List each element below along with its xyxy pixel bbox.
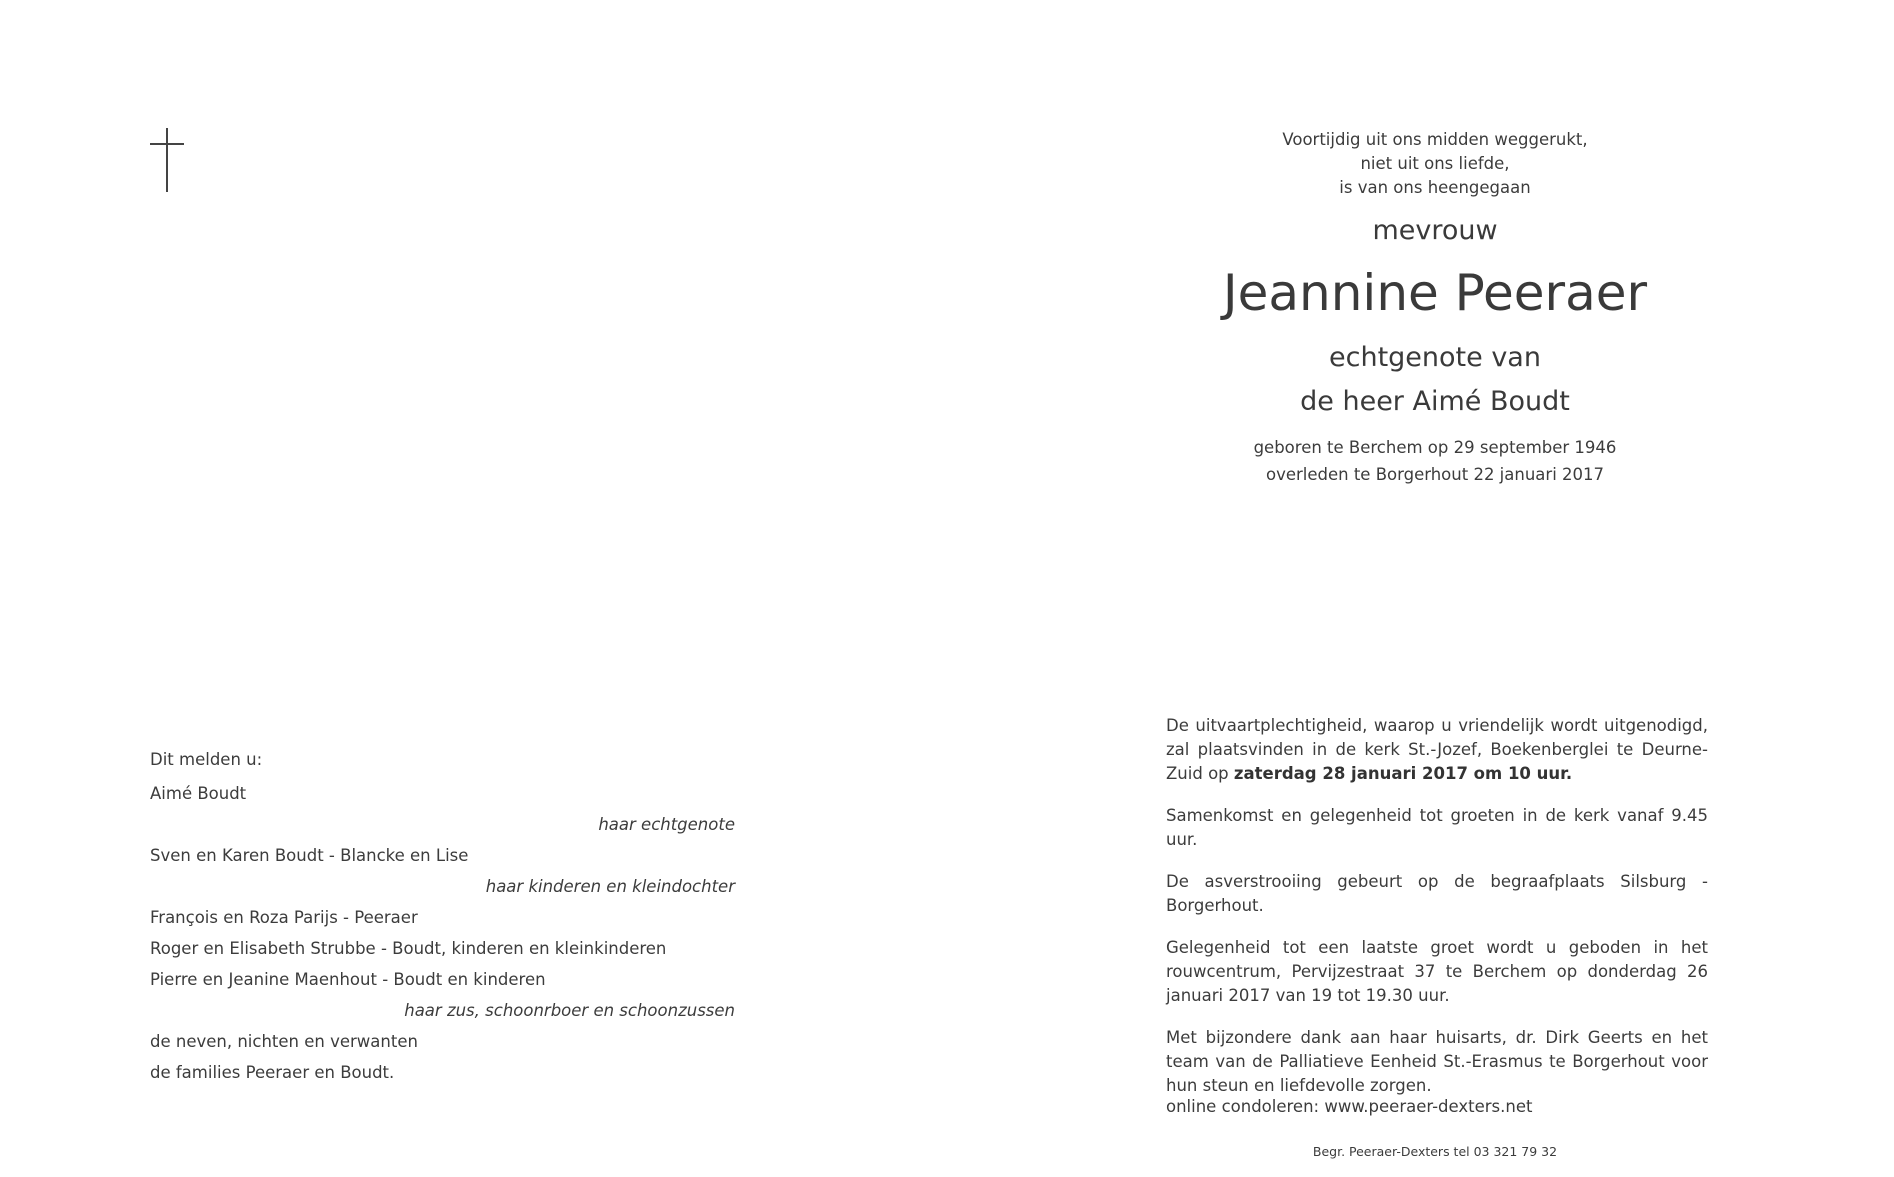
online-condolence: online condoleren: www.peeraer-dexters.net [1166, 1097, 1533, 1116]
thanks-paragraph: Met bijzondere dank aan haar huisarts, dr. Dirk Geerts en het team van de Palliatieve Eenheid St.-Erasmus te Borgerhout voor hun steun en liefdevolle zorgen. [1166, 1028, 1708, 1095]
family-member-line: de neven, nichten en verwanten [150, 1032, 418, 1051]
farewell-paragraph: Gelegenheid tot een laatste groet wordt u geboden in het rouwcentrum, Pervijzestraat 37 te Berchem op donderdag 26 januari 2017 van 19 tot 19.30 uur. [1166, 938, 1708, 1005]
scattering-paragraph: De asverstrooiing gebeurt op de begraafplaats Silsburg - Borgerhout. [1166, 872, 1708, 915]
salutation: mevrouw [1372, 215, 1498, 246]
spouse-name: de heer Aimé Boudt [1300, 386, 1570, 417]
undertaker-footer: Begr. Peeraer-Dexters tel 03 321 79 32 [1312, 1144, 1558, 1159]
dates-block [1160, 434, 1710, 488]
deceased-name: Jeannine Peeraer [1222, 264, 1648, 322]
gathering-paragraph: Samenkomst en gelegenheid tot groeten in de kerk vanaf 9.45 uur. [1166, 806, 1708, 849]
death-notice-header [1160, 128, 1710, 488]
family-list [150, 778, 735, 1088]
relationship-label: haar zus, schoonrboer en schoonzussen [404, 1001, 735, 1020]
intro-line: is van ons heengegaan [1339, 178, 1531, 197]
relation-line: echtgenote van [1329, 342, 1541, 373]
family-announcement [150, 744, 735, 1088]
family-member-line: François en Roza Parijs - Peeraer [150, 908, 418, 927]
intro-line: Voortijdig uit ons midden weggerukt, [1282, 130, 1588, 149]
family-member-line: Roger en Elisabeth Strubbe - Boudt, kinderen en kleinkinderen [150, 939, 667, 958]
intro-line: niet uit ons liefde, [1360, 154, 1510, 173]
family-member-line: Sven en Karen Boudt - Blancke en Lise [150, 846, 469, 865]
ceremony-datetime: zaterdag 28 januari 2017 om 10 uur. [1233, 764, 1573, 783]
ceremony-paragraph [1166, 714, 1708, 786]
relation-block [1160, 336, 1710, 424]
relationship-label: haar echtgenote [598, 815, 735, 834]
family-member-line: Pierre en Jeanine Maenhout - Boudt en kinderen [150, 970, 546, 989]
relationship-label: haar kinderen en kleindochter [485, 877, 735, 896]
funeral-details [1166, 714, 1708, 1116]
ceremony-text: De uitvaartplechtigheid, waarop u vriendelijk wordt uitgenodigd, zal plaatsvinden in de kerk St.-Jozef, Boekenberglei te Deurne-Zuid op [1166, 716, 1708, 783]
announcement-intro: Dit melden u: [150, 750, 263, 769]
death-line: overleden te Borgerhout 22 januari 2017 [1265, 465, 1605, 484]
family-member-line: de families Peeraer en Boudt. [150, 1063, 395, 1082]
birth-line: geboren te Berchem op 29 september 1946 [1253, 438, 1617, 457]
cross-icon [150, 128, 184, 192]
family-member-line: Aimé Boudt [150, 784, 247, 803]
